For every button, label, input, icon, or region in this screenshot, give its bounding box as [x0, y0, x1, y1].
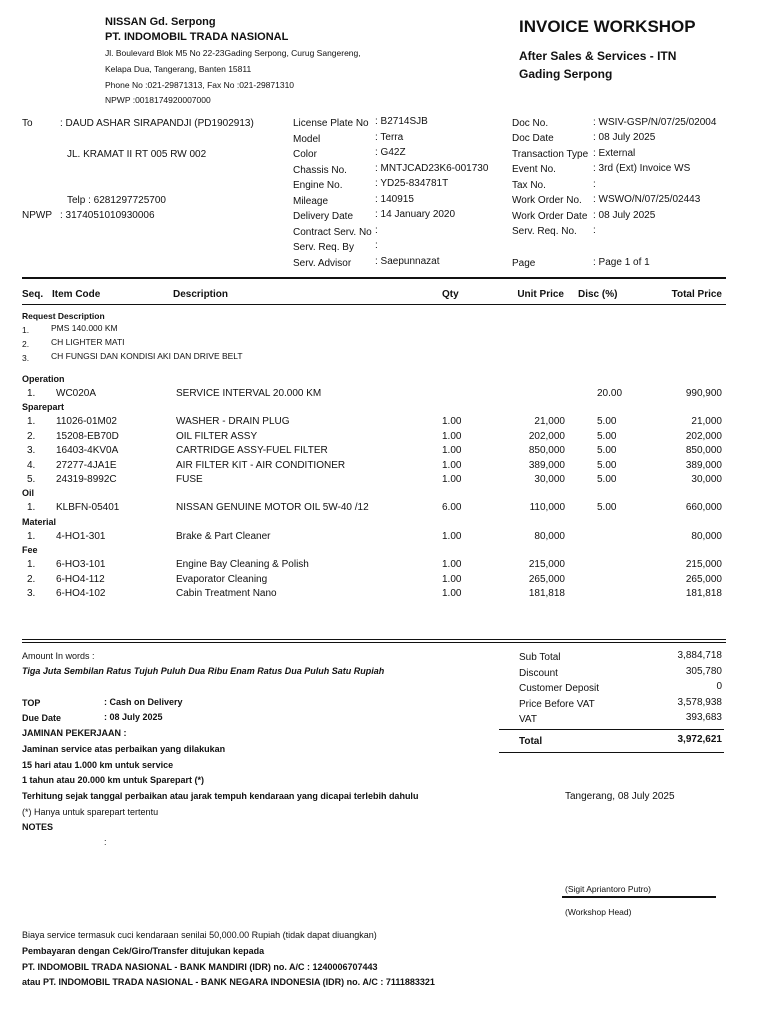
item-total-price: 990,900	[685, 388, 722, 399]
warranty-line-2: 15 hari atau 1.000 km untuk service	[22, 760, 174, 770]
summary-value: 3,884,718	[677, 650, 722, 661]
item-seq: 3.	[27, 445, 36, 456]
vehicle-field-label: Mileage	[293, 195, 329, 207]
vehicle-field-value: : Saepunnazat	[375, 255, 440, 267]
doc-field-label: Transaction Type	[512, 149, 589, 160]
notes-label: NOTES	[22, 822, 54, 832]
item-total-price: 202,000	[685, 430, 722, 442]
vehicle-field-label: Model	[293, 133, 321, 145]
amount-words-label: Amount In words :	[22, 651, 95, 661]
doc-field-label: Serv. Req. No.	[512, 226, 577, 237]
summary-value: 3,578,938	[677, 696, 722, 708]
item-description: WASHER - DRAIN PLUG	[176, 416, 290, 427]
vehicle-field-label: Contract Serv. No	[293, 226, 372, 238]
vehicle-field-value: : Terra	[375, 131, 404, 143]
item-total-price: 21,000	[691, 416, 722, 427]
header-description: Description	[173, 289, 229, 300]
item-disc: 5.00	[597, 445, 617, 456]
vehicle-field-label: Serv. Advisor	[293, 257, 352, 269]
notes-value: :	[104, 837, 107, 847]
vehicle-field-value: : YD25-834781T	[375, 178, 449, 189]
item-total-price: 850,000	[685, 445, 722, 456]
customer-address: JL. KRAMAT II RT 005 RW 002	[67, 149, 207, 160]
npwp-label: NPWP	[22, 210, 52, 221]
item-code: 4-HO1-301	[56, 531, 106, 542]
item-code: 11026-01M02	[56, 416, 117, 427]
doc-field-value: :	[593, 179, 596, 190]
item-unit-price: 80,000	[534, 531, 565, 542]
item-description: OIL FILTER ASSY	[176, 430, 258, 442]
summary-value: 393,683	[685, 712, 722, 723]
vehicle-field-value: :	[375, 240, 378, 251]
item-disc: 20.00	[597, 388, 623, 399]
item-code: 6-HO4-112	[56, 573, 105, 585]
item-code: 16403-4KV0A	[56, 445, 119, 456]
item-code: WC020A	[56, 388, 97, 399]
item-disc: 5.00	[597, 502, 617, 513]
vehicle-field-label: Chassis No.	[293, 164, 347, 176]
company-address-1: Jl. Boulevard Blok M5 No 22-23Gading Serpong, Curug Sangereng,	[105, 48, 361, 58]
item-qty: 1.00	[442, 531, 462, 542]
item-unit-price: 265,000	[528, 573, 565, 585]
vehicle-field-label: Color	[293, 149, 317, 160]
summary-label: Discount	[519, 667, 558, 679]
item-seq: 2.	[27, 430, 36, 442]
invoice-title: INVOICE WORKSHOP	[519, 17, 696, 36]
item-code: 27277-4JA1E	[56, 459, 117, 471]
request-item: PMS 140.000 KM	[51, 323, 118, 333]
item-seq: 1.	[27, 388, 36, 399]
item-unit-price: 215,000	[528, 559, 565, 570]
item-total-price: 215,000	[685, 559, 722, 570]
item-qty: 6.00	[442, 502, 462, 513]
table-header	[0, 289, 768, 303]
invoice-subtitle-1: After Sales & Services - ITN	[519, 49, 677, 63]
signature-place-date: Tangerang, 08 July 2025	[565, 791, 675, 802]
item-seq: 1.	[27, 531, 36, 542]
vehicle-field-value: :	[375, 224, 378, 236]
section-title: Operation	[22, 374, 65, 384]
customer-name: : DAUD ASHAR SIRAPANDJI (PD1902913)	[60, 118, 254, 129]
doc-field-label: Event No.	[512, 164, 556, 175]
doc-field-value: : WSIV-GSP/N/07/25/02004	[593, 117, 717, 128]
summary-label: Sub Total	[519, 652, 561, 663]
item-seq: 1.	[27, 559, 36, 570]
request-seq: 2.	[22, 339, 30, 349]
header-disc: Disc (%)	[578, 289, 618, 300]
item-unit-price: 389,000	[528, 459, 565, 471]
item-code: 6-HO3-101	[56, 559, 106, 570]
divider-header	[22, 304, 726, 305]
customer-phone: Telp : 6281297725700	[67, 195, 166, 206]
section-title: Fee	[22, 545, 38, 555]
item-description: Brake & Part Cleaner	[176, 531, 271, 542]
item-qty: 1.00	[442, 459, 462, 471]
item-description: AIR FILTER KIT - AIR CONDITIONER	[176, 459, 346, 471]
item-seq: 2.	[27, 573, 36, 585]
warranty-line-1: Jaminan service atas perbaikan yang dilakukan	[22, 744, 226, 754]
doc-field-label: Doc Date	[512, 133, 554, 144]
due-date-label: Due Date	[22, 713, 62, 723]
doc-field-label: Tax No.	[512, 180, 546, 191]
vehicle-field-label: Engine No.	[293, 180, 343, 191]
item-code: 24319-8992C	[56, 474, 117, 485]
signatory-role: (Workshop Head)	[565, 907, 632, 917]
header-unit-price: Unit Price	[517, 289, 564, 300]
item-code: 6-HO4-102	[56, 588, 106, 599]
item-total-price: 30,000	[691, 474, 722, 485]
vehicle-field-value: : B2714SJB	[375, 116, 428, 127]
item-total-price: 660,000	[685, 502, 722, 513]
item-seq: 1.	[27, 416, 36, 427]
top-label: TOP	[22, 698, 41, 708]
customer-npwp: : 3174051010930006	[60, 210, 155, 221]
item-seq: 5.	[27, 474, 36, 485]
item-description: NISSAN GENUINE MOTOR OIL 5W-40 /12	[176, 502, 369, 513]
invoice-subtitle-2: Gading Serpong	[519, 67, 613, 81]
item-qty: 1.00	[442, 573, 462, 585]
divider-top	[22, 277, 726, 279]
doc-field-value: : 08 July 2025	[593, 210, 656, 221]
vehicle-field-label: Serv. Req. By	[293, 242, 354, 253]
doc-field-label: Doc No.	[512, 118, 549, 129]
summary-value: 305,780	[685, 665, 722, 677]
item-total-price: 181,818	[685, 588, 722, 599]
item-description: Evaporator Cleaning	[176, 573, 268, 585]
item-disc: 5.00	[597, 416, 617, 427]
warranty-line-4: Terhitung sejak tanggal perbaikan atau jarak tempuh kendaraan yang dicapai terlebih dahulu	[22, 791, 419, 801]
footer-line-2: Pembayaran dengan Cek/Giro/Transfer ditujukan kepada	[22, 946, 265, 956]
request-seq: 1.	[22, 325, 30, 335]
vehicle-field-value: : 140915	[375, 193, 414, 205]
header-qty: Qty	[442, 289, 459, 300]
top-value: : Cash on Delivery	[104, 697, 183, 707]
section-title: Material	[22, 517, 57, 527]
item-seq: 1.	[27, 502, 36, 513]
amount-words: Tiga Juta Sembilan Ratus Tujuh Puluh Dua Ribu Enam Ratus Dua Puluh Satu Rupiah	[22, 666, 385, 676]
divider-bottom-1	[22, 639, 726, 640]
vehicle-field-label: Delivery Date	[293, 211, 354, 222]
request-item: CH FUNGSI DAN KONDISI AKI DAN DRIVE BELT	[51, 351, 243, 361]
company-phone: Phone No :021-29871313, Fax No :021-29871310	[105, 80, 295, 90]
section-title: Sparepart	[22, 402, 65, 412]
doc-field-value: : 08 July 2025	[593, 132, 656, 143]
header-seq: Seq.	[22, 289, 44, 300]
company-address-2: Kelapa Dua, Tangerang, Banten 15811	[105, 64, 252, 74]
item-seq: 4.	[27, 459, 36, 471]
company-branch: NISSAN Gd. Serpong	[105, 16, 216, 28]
footer-bank-mandiri: PT. INDOMOBIL TRADA NASIONAL - BANK MANDIRI (IDR) no. A/C : 1240006707443	[22, 962, 378, 972]
item-total-price: 389,000	[685, 459, 722, 471]
footer-line-1: Biaya service termasuk cuci kendaraan senilai 50,000.00 Rupiah (tidak dapat diuangkan)	[22, 930, 377, 940]
item-qty: 1.00	[442, 588, 462, 599]
item-total-price: 80,000	[691, 531, 722, 542]
item-unit-price: 181,818	[528, 588, 565, 599]
item-code: KLBFN-05401	[56, 502, 120, 513]
section-title: Oil	[22, 488, 35, 498]
total-label: Total	[519, 736, 543, 747]
item-disc: 5.00	[597, 459, 617, 471]
warranty-line-3: 1 tahun atau 20.000 km untuk Sparepart (*)	[22, 775, 205, 785]
doc-field-value: : Page 1 of 1	[593, 257, 650, 268]
item-qty: 1.00	[442, 445, 462, 456]
item-unit-price: 21,000	[534, 416, 565, 427]
request-title: Request Description	[22, 311, 105, 321]
doc-field-value: :	[593, 225, 596, 236]
item-qty: 1.00	[442, 559, 462, 570]
due-date-value: : 08 July 2025	[104, 712, 163, 722]
warranty-note: (*) Hanya untuk sparepart tertentu	[22, 807, 159, 817]
summary-label: Price Before VAT	[519, 698, 595, 710]
doc-field-label: Work Order No.	[512, 195, 582, 206]
item-unit-price: 850,000	[528, 445, 565, 456]
item-disc: 5.00	[597, 430, 617, 442]
item-qty: 1.00	[442, 474, 462, 485]
item-seq: 3.	[27, 588, 36, 599]
doc-field-value: : External	[593, 148, 636, 159]
summary-label: Customer Deposit	[519, 683, 600, 694]
item-qty: 1.00	[442, 416, 462, 427]
item-description: CARTRIDGE ASSY-FUEL FILTER	[176, 445, 328, 456]
request-item: CH LIGHTER MATI	[51, 337, 125, 347]
item-description: SERVICE INTERVAL 20.000 KM	[176, 388, 322, 399]
doc-field-value: : WSWO/N/07/25/02443	[593, 194, 701, 205]
vehicle-field-value: : G42Z	[375, 147, 406, 158]
company-name: PT. INDOMOBIL TRADA NASIONAL	[105, 31, 289, 43]
vehicle-field-value: : MNTJCAD23K6-001730	[375, 162, 489, 174]
total-value: 3,972,621	[677, 734, 722, 745]
header-item-code: Item Code	[52, 289, 101, 300]
item-description: Cabin Treatment Nano	[176, 588, 277, 599]
item-qty: 1.00	[442, 430, 462, 442]
request-seq: 3.	[22, 353, 30, 363]
signatory-name: (Sigit Apriantoro Putro)	[565, 884, 651, 894]
item-unit-price: 30,000	[534, 474, 565, 485]
signature-line	[562, 896, 716, 898]
item-code: 15208-EB70D	[56, 430, 119, 442]
summary-value: 0	[716, 681, 722, 692]
vehicle-field-label: License Plate No	[293, 118, 369, 129]
item-disc: 5.00	[597, 474, 617, 485]
divider-bottom-2	[22, 642, 726, 643]
item-unit-price: 202,000	[528, 430, 565, 442]
doc-field-label: Work Order Date	[512, 211, 588, 222]
item-description: FUSE	[176, 474, 203, 485]
item-unit-price: 110,000	[529, 502, 565, 513]
item-total-price: 265,000	[685, 573, 722, 585]
header-total-price: Total Price	[671, 289, 722, 300]
to-label: To	[22, 118, 33, 129]
company-npwp: NPWP :0018174920007000	[105, 95, 211, 105]
item-description: Engine Bay Cleaning & Polish	[176, 559, 309, 570]
doc-field-label: Page	[512, 258, 536, 269]
divider-total-bottom	[499, 752, 724, 753]
divider-total-top	[499, 729, 724, 730]
doc-field-value: : 3rd (Ext) Invoice WS	[593, 163, 691, 174]
warranty-title: JAMINAN PEKERJAAN :	[22, 728, 127, 738]
footer-bank-bni: atau PT. INDOMOBIL TRADA NASIONAL - BANK NEGARA INDONESIA (IDR) no. A/C : 7111883321	[22, 977, 435, 987]
summary-label: VAT	[519, 714, 537, 725]
vehicle-field-value: : 14 January 2020	[375, 209, 456, 220]
